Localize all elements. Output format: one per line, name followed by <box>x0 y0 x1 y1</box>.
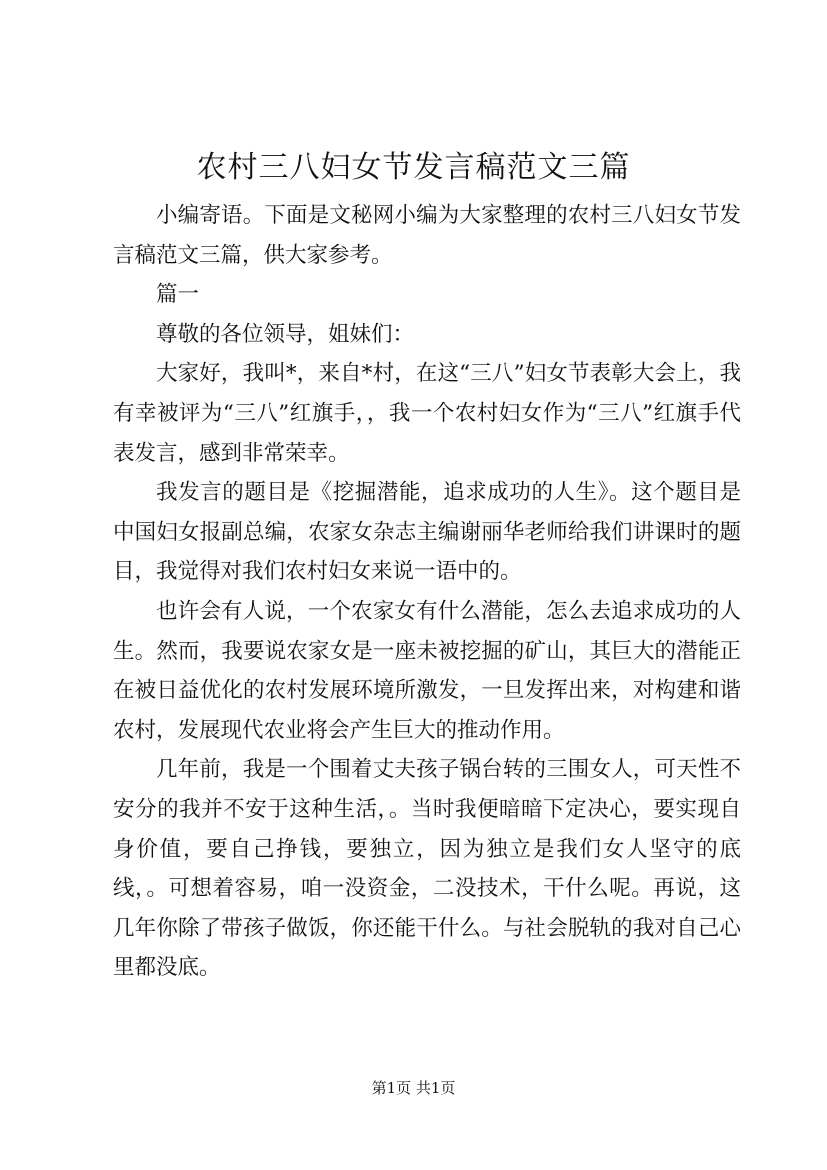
paragraph-salutation: 尊敬的各位领导，姐妹们： <box>156 321 415 347</box>
paragraph-intro: 小编寄语。下面是文秘网小编为大家整理的农村三八妇女节发言稿范文三篇，供大家参考。 <box>113 203 741 268</box>
paragraph-story: 几年前，我是一个围着丈夫孩子锅台转的三围女人，可天性不安分的我并不安于这种生活，。当时我便暗暗下定决心，要实现自身价值，要自己挣钱，要独立，因为独立是我们女人坚守的底线，。可想着容易，咱一没资金，二没技术，干什么呢。再说，这几年你除了带孩子做饭，你还能干什么。与社会脱轨的我对自己心里都没底。 <box>113 757 741 981</box>
paragraph-topic: 我发言的题目是《挖掘潜能，追求成功的人生》。这个题目是中国妇女报副总编，农家女杂志主编谢丽华老师给我们讲课时的题目，我觉得对我们农村妇女来说一语中的。 <box>113 480 741 585</box>
paragraph-section-heading: 篇一 <box>156 282 200 308</box>
page-footer: 第1页 共1页 <box>371 1079 456 1097</box>
paragraph-potential: 也许会有人说，一个农家女有什么潜能，怎么去追求成功的人生。然而，我要说农家女是一座未被挖掘的矿山，其巨大的潜能正在被日益优化的农村发展环境所激发，一旦发挥出来，对构建和谐农村，发展现代农业将会产生巨大的推动作用。 <box>113 598 741 743</box>
document-title: 农村三八妇女节发言稿范文三篇 <box>196 150 631 185</box>
paragraph-greeting: 大家好，我叫*，来自*村，在这“三八”妇女节表彰大会上，我有幸被评为“三八”红旗手，，我一个农村妇女作为“三八”红旗手代表发言，感到非常荣幸。 <box>113 361 741 466</box>
document-body <box>113 196 741 988</box>
